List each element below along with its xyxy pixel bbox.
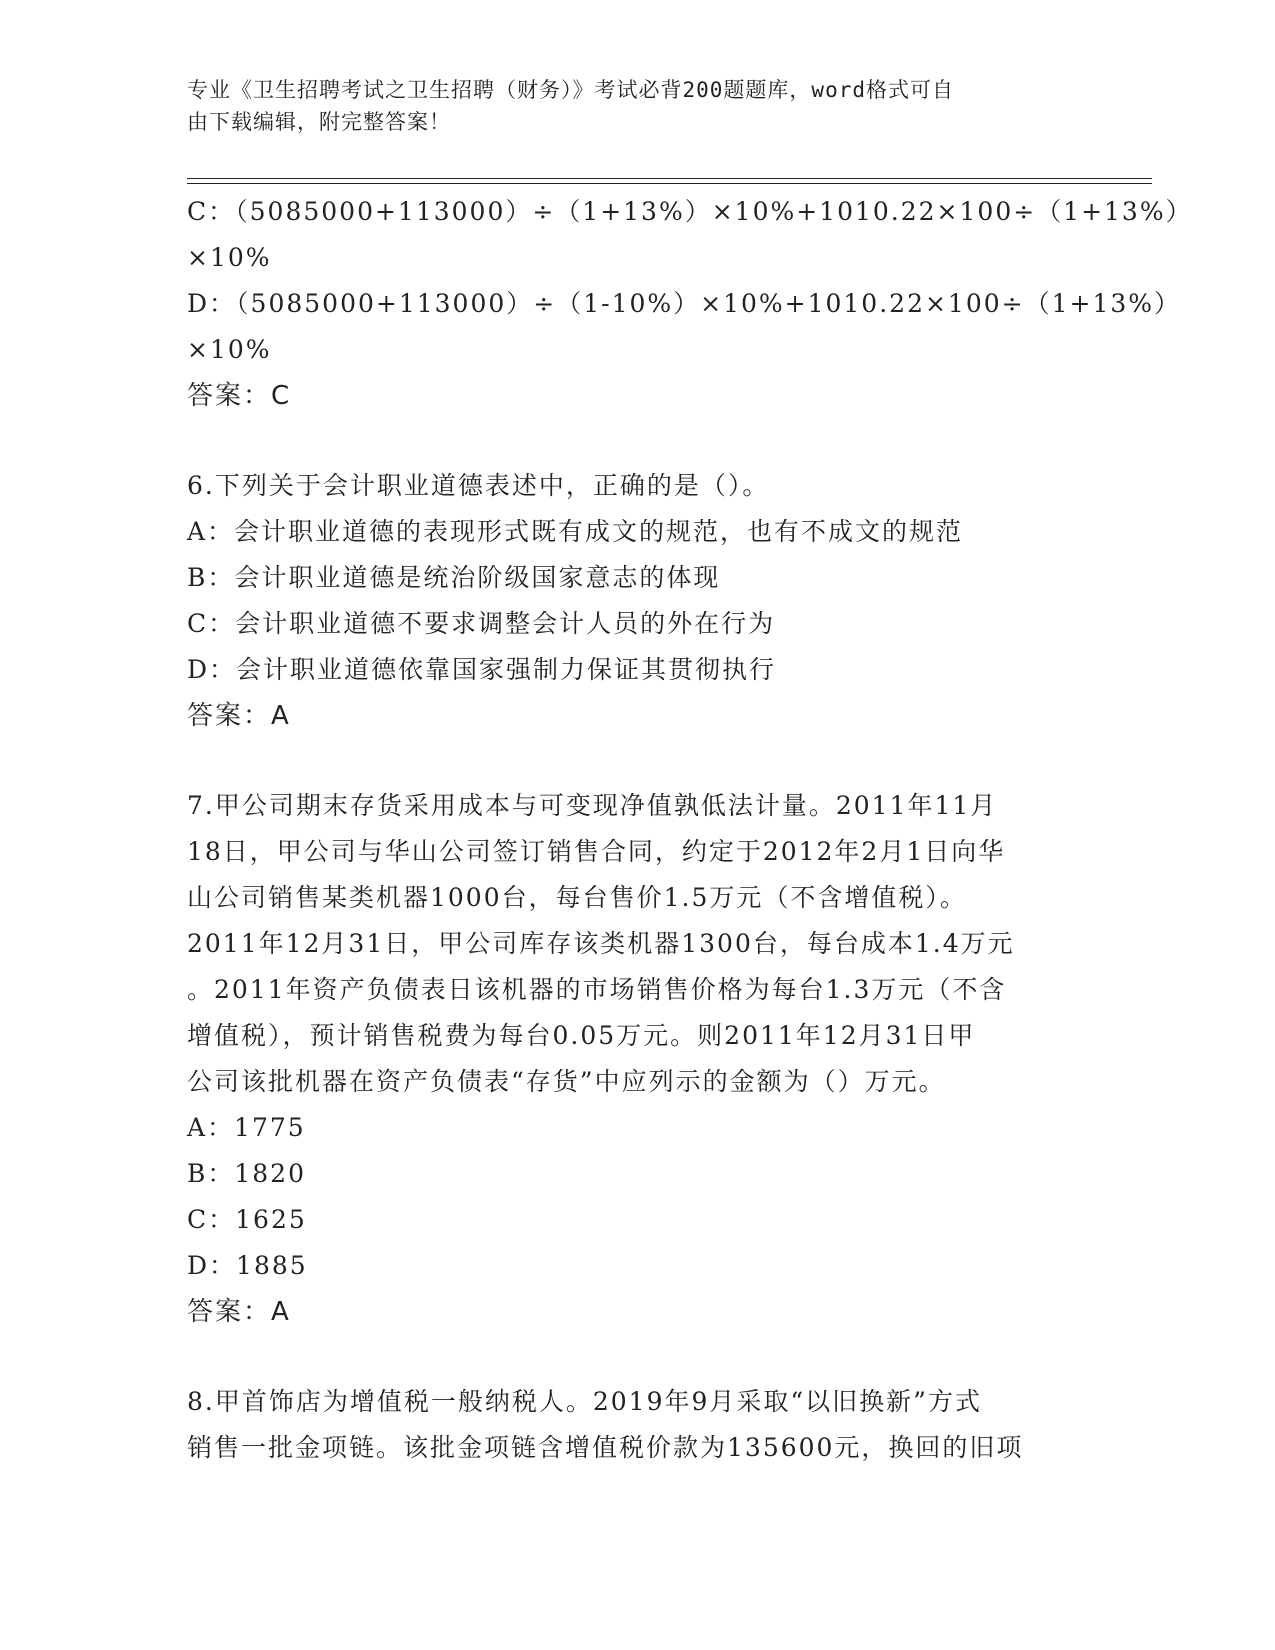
option-d-line-1: D：（5085000+113000）÷（1-10%）×10%+1010.22×100÷（1+13%）: [187, 289, 1182, 318]
option-a: A：会计职业道德的表现形式既有成文的规范，也有不成文的规范: [187, 517, 964, 546]
question-stem: 6.下列关于会计职业道德表述中，正确的是（）。: [187, 471, 770, 500]
header-divider-bottom: [187, 183, 1152, 184]
answer: 答案：A: [187, 1297, 291, 1327]
document-body: [187, 189, 1193, 1471]
question-stem-line: 8.甲首饰店为增值税一般纳税人。2019年9月采取“以旧换新”方式: [187, 1387, 982, 1416]
option-b: B：1820: [187, 1159, 306, 1188]
option-b: B：会计职业道德是统治阶级国家意志的体现: [187, 563, 721, 592]
question-stem-line: 2011年12月31日，甲公司库存该类机器1300台，每台成本1.4万元: [187, 929, 1015, 958]
header-divider-top: [187, 178, 1152, 179]
question-6: [187, 463, 1087, 739]
option-c: C：1625: [187, 1205, 307, 1234]
header-line-1: 专业《卫生招聘考试之卫生招聘（财务）》考试必背200题题库，word格式可自: [187, 78, 954, 102]
question-stem-line: 7.甲公司期末存货采用成本与可变现净值孰低法计量。2011年11月: [187, 791, 998, 820]
option-a: A：1775: [187, 1113, 306, 1142]
question-7: [187, 783, 1087, 1335]
question-stem-line: 增值税），预计销售税费为每台0.05万元。则2011年12月31日甲: [187, 1021, 976, 1050]
header-line-2: 由下载编辑，附完整答案！: [187, 110, 451, 134]
question-stem-line: 。2011年资产负债表日该机器的市场销售价格为每台1.3万元（不含: [187, 975, 1007, 1004]
option-d: D：会计职业道德依靠国家强制力保证其贯彻执行: [187, 655, 777, 684]
question-stem-line: 18日，甲公司与华山公司签订销售合同，约定于2012年2月1日向华: [187, 837, 1006, 866]
question-5-tail: [187, 189, 1193, 419]
spacer: [187, 739, 1087, 783]
answer: 答案：C: [187, 381, 292, 411]
spacer: [187, 419, 1087, 463]
question-8: [187, 1379, 1087, 1471]
answer: 答案：A: [187, 701, 291, 731]
option-d: D：1885: [187, 1251, 308, 1280]
option-c-line-1: C：（5085000+113000）÷（1+13%）×10%+1010.22×100÷（1+13%）: [187, 197, 1193, 226]
spacer: [187, 1335, 1087, 1379]
option-c-line-2: ×10%: [187, 243, 272, 272]
question-stem-line: 山公司销售某类机器1000台，每台售价1.5万元（不含增值税）。: [187, 883, 967, 912]
question-stem-line: 销售一批金项链。该批金项链含增值税价款为135600元，换回的旧项: [187, 1433, 1024, 1462]
option-c: C：会计职业道德不要求调整会计人员的外在行为: [187, 609, 776, 638]
document-header: [187, 74, 1087, 138]
question-stem-line: 公司该批机器在资产负债表“存货”中应列示的金额为（）万元。: [187, 1067, 946, 1096]
option-d-line-2: ×10%: [187, 335, 272, 364]
